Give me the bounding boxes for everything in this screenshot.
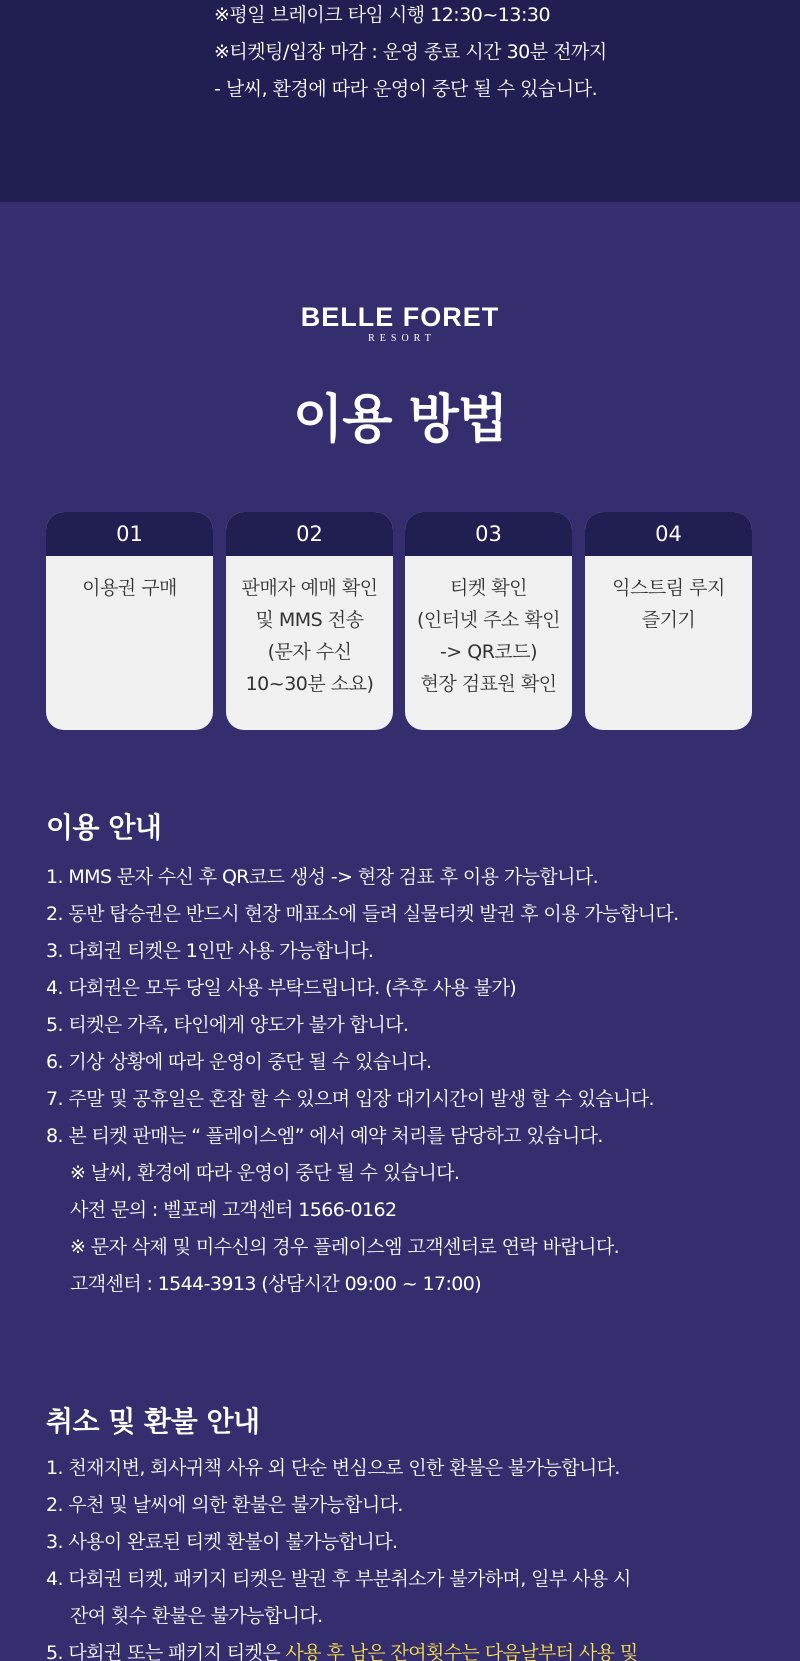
list-item: 5. 티켓은 가족, 타인에게 양도가 불가 합니다. — [46, 1014, 409, 1036]
step-line: 티켓 확인 — [450, 577, 527, 599]
logo-subtitle: RESORT — [368, 333, 436, 344]
resort-logo — [0, 302, 800, 345]
step-card-03 — [405, 512, 572, 730]
list-note: 사전 문의 : 벨포레 고객센터 1566-0162 — [70, 1199, 397, 1221]
top-notice-lines — [214, 0, 607, 108]
list-item: 4. 다회권은 모두 당일 사용 부탁드립니다. (추후 사용 불가) — [46, 977, 517, 999]
step-line: 10~30분 소요) — [245, 673, 374, 695]
list-item: 8. 본 티켓 판매는 “ 플레이스엠” 에서 예약 처리를 담당하고 있습니다. — [46, 1125, 603, 1147]
step-description — [46, 556, 213, 604]
step-line: 판매자 예매 확인 — [241, 577, 378, 599]
page-title: 이용 방법 — [292, 390, 508, 450]
refund-guide-list — [46, 1450, 766, 1661]
usage-guide-list — [46, 859, 766, 1303]
logo-wordmark: BELLE FORET — [300, 302, 500, 332]
step-number: 03 — [405, 512, 572, 556]
list-item: 2. 우천 및 날씨에 의한 환불은 불가능합니다. — [46, 1494, 403, 1516]
step-line: 이용권 구매 — [82, 577, 177, 599]
step-card-04 — [585, 512, 752, 730]
step-line: 및 MMS 전송 — [255, 609, 364, 631]
highlighted-text: 사용 후 남은 잔여횟수는 다음날부터 사용 및 — [285, 1642, 638, 1661]
list-item: 7. 주말 및 공휴일은 혼잡 할 수 있으며 입장 대기시간이 발생 할 수 있습니다. — [46, 1088, 654, 1110]
step-line: 즐기기 — [641, 609, 696, 631]
list-item: 6. 기상 상황에 따라 운영이 중단 될 수 있습니다. — [46, 1051, 432, 1073]
list-note: ※ 날씨, 환경에 따라 운영이 중단 될 수 있습니다. — [70, 1162, 460, 1184]
step-card-01 — [46, 512, 213, 730]
step-number: 02 — [226, 512, 393, 556]
list-item: 3. 다회권 티켓은 1인만 사용 가능합니다. — [46, 940, 374, 962]
step-line: 익스트림 루지 — [612, 577, 725, 599]
usage-steps — [46, 512, 754, 730]
step-number: 04 — [585, 512, 752, 556]
list-note: ※ 문자 삭제 및 미수신의 경우 플레이스엠 고객센터로 연락 바랍니다. — [70, 1236, 620, 1258]
step-description — [585, 556, 752, 636]
list-item: 4. 다회권 티켓, 패키지 티켓은 발권 후 부분취소가 불가하며, 일부 사용 시 — [46, 1568, 631, 1590]
notice-line: ※티켓팅/입장 마감 : 운영 종료 시간 30분 전까지 — [214, 41, 607, 63]
step-description — [226, 556, 393, 700]
step-line: -> QR코드) — [439, 641, 538, 663]
list-item: 2. 동반 탑승권은 반드시 현장 매표소에 들려 실물티켓 발권 후 이용 가능합니다. — [46, 903, 679, 925]
list-note: 고객센터 : 1544-3913 (상담시간 09:00 ~ 17:00) — [70, 1273, 482, 1295]
notice-line: - 날씨, 환경에 따라 운영이 중단 될 수 있습니다. — [214, 78, 598, 100]
step-card-02 — [226, 512, 393, 730]
list-item: 1. 천재지변, 회사귀책 사유 외 단순 변심으로 인한 환불은 불가능합니다. — [46, 1457, 620, 1479]
top-notice-section — [0, 0, 800, 202]
step-line: (인터넷 주소 확인 — [417, 609, 560, 631]
step-line: 현장 검표원 확인 — [420, 673, 557, 695]
list-item-text: 5. 다회권 또는 패키지 티켓은 — [46, 1642, 286, 1661]
step-number: 01 — [46, 512, 213, 556]
list-item — [46, 1635, 766, 1661]
notice-line: ※평일 브레이크 타임 시행 12:30~13:30 — [214, 4, 551, 26]
list-item: 1. MMS 문자 수신 후 QR코드 생성 -> 현장 검표 후 이용 가능합니다. — [46, 866, 599, 888]
step-line: (문자 수신 — [267, 641, 352, 663]
refund-guide-title: 취소 및 환불 안내 — [46, 1405, 260, 1438]
list-item-continued: 잔여 횟수 환불은 불가능합니다. — [70, 1605, 323, 1627]
list-item: 3. 사용이 완료된 티켓 환불이 불가능합니다. — [46, 1531, 398, 1553]
step-description — [405, 556, 572, 700]
usage-guide-title: 이용 안내 — [46, 811, 162, 844]
